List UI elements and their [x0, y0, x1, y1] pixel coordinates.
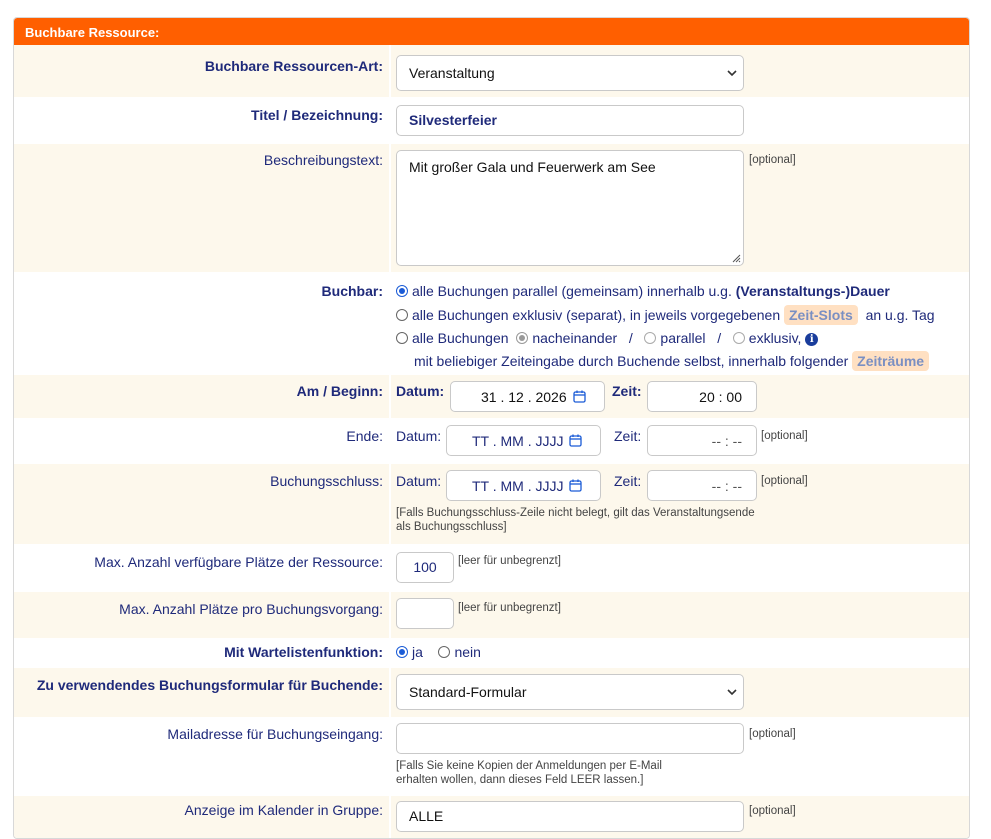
opt1-text: alle Buchungen parallel (gemeinsam) innerhalb u.g.	[412, 283, 732, 299]
title-input[interactable]: Silvesterfeier	[396, 105, 744, 136]
deadline-note-line2: als Buchungsschluss]	[396, 521, 507, 533]
mail-input[interactable]	[396, 723, 744, 754]
end-date-label: Datum:	[396, 428, 442, 444]
info-icon[interactable]: i	[805, 333, 818, 346]
end-date-value: TT . MM . JJJJ	[472, 433, 564, 449]
calendar-group-optional: [optional]	[749, 805, 796, 817]
row-max-places	[14, 544, 969, 592]
radio-exclusive[interactable]	[396, 309, 408, 321]
radio-sub-exclusive[interactable]	[733, 332, 745, 344]
max-places-input[interactable]: 100	[396, 552, 454, 583]
row-bookable	[14, 272, 969, 375]
deadline-optional: [optional]	[761, 475, 808, 487]
end-optional: [optional]	[761, 430, 808, 442]
row-start	[14, 375, 969, 418]
separator: /	[628, 330, 633, 346]
resource-type-select[interactable]	[396, 55, 744, 91]
max-per-booking-hint: [leer für unbegrenzt]	[458, 602, 561, 614]
row-calendar-group	[14, 796, 969, 839]
title-label: Titel / Bezeichnung:	[251, 107, 383, 123]
bookable-option-exclusive[interactable]	[396, 305, 935, 325]
column-divider	[389, 375, 391, 418]
calendar-group-label: Anzeige im Kalender in Gruppe:	[184, 802, 383, 818]
radio-parallel[interactable]	[396, 285, 408, 297]
waitlist-label: Mit Wartelistenfunktion:	[224, 644, 383, 660]
description-optional: [optional]	[749, 154, 796, 166]
end-time-value: -- : --	[711, 433, 742, 449]
form-label: Zu verwendendes Buchungsformular für Buchende:	[36, 677, 383, 693]
resource-type-label: Buchbare Ressourcen-Art:	[204, 58, 383, 74]
opt3-text: alle Buchungen	[412, 330, 509, 346]
waitlist-yes-label: ja	[412, 644, 423, 660]
start-time-label: Zeit:	[612, 383, 642, 399]
end-label: Ende:	[346, 428, 383, 444]
column-divider	[389, 464, 391, 544]
opt3-line2: mit beliebiger Zeiteingabe durch Buchende selbst, innerhalb folgender	[414, 353, 849, 369]
calendar-icon[interactable]	[569, 434, 582, 447]
start-time-input[interactable]	[647, 381, 757, 412]
opt2-text: alle Buchungen exklusiv (separat), in jeweils vorgegebenen	[412, 307, 781, 323]
bookable-option-free-line2	[414, 351, 929, 371]
panel-header: Buchbare Ressource:	[14, 18, 969, 45]
start-date-input[interactable]	[450, 381, 605, 412]
row-max-per-booking	[14, 592, 969, 638]
separator: /	[717, 330, 722, 346]
max-per-booking-input[interactable]	[396, 598, 454, 629]
start-date-label: Datum:	[396, 383, 445, 399]
start-label: Am / Beginn:	[296, 383, 383, 399]
resize-grip-icon[interactable]	[731, 253, 741, 263]
deadline-note-line1: [Falls Buchungsschluss-Zeile nicht belegt, gilt das Veranstaltungsende	[396, 507, 755, 519]
zeit-slots-pill[interactable]: Zeit-Slots	[784, 305, 858, 325]
deadline-time-label: Zeit:	[614, 473, 642, 489]
row-title	[14, 97, 969, 144]
radio-free[interactable]	[396, 332, 408, 344]
row-end	[14, 418, 969, 464]
row-waitlist	[14, 638, 969, 668]
deadline-date-label: Datum:	[396, 473, 442, 489]
description-value: Mit großer Gala und Feuerwerk am See	[409, 159, 656, 175]
column-divider	[389, 796, 391, 839]
opt1-bold: (Veranstaltungs-)Dauer	[735, 283, 890, 299]
opt3-b: parallel	[660, 330, 706, 346]
start-date-value: 31 . 12 . 2026	[481, 389, 567, 405]
max-places-hint: [leer für unbegrenzt]	[458, 555, 561, 567]
column-divider	[389, 144, 391, 272]
deadline-date-input[interactable]	[446, 470, 601, 501]
column-divider	[389, 668, 391, 717]
deadline-label: Buchungsschluss:	[270, 473, 383, 489]
bookable-label: Buchbar:	[321, 283, 383, 299]
deadline-time-value: -- : --	[711, 478, 742, 494]
mail-note-line1: [Falls Sie keine Kopien der Anmeldungen per E-Mail	[396, 760, 662, 772]
calendar-icon[interactable]	[573, 390, 586, 403]
max-per-booking-label: Max. Anzahl Plätze pro Buchungsvorgang:	[119, 601, 383, 617]
bookable-option-free[interactable]	[396, 330, 818, 346]
resource-type-value: Veranstaltung	[409, 65, 495, 81]
end-time-input[interactable]	[647, 425, 757, 456]
column-divider	[389, 45, 391, 97]
radio-waitlist-yes[interactable]	[396, 646, 408, 658]
end-date-input[interactable]	[446, 425, 601, 456]
mail-label: Mailadresse für Buchungseingang:	[167, 726, 383, 742]
radio-sub-parallel[interactable]	[644, 332, 656, 344]
zeitraeume-pill[interactable]: Zeiträume	[852, 351, 929, 371]
description-label: Beschreibungstext:	[263, 152, 383, 168]
deadline-time-input[interactable]	[647, 470, 757, 501]
waitlist-options	[396, 644, 481, 660]
form-value: Standard-Formular	[409, 684, 527, 700]
end-time-label: Zeit:	[614, 428, 642, 444]
column-divider	[389, 592, 391, 638]
resource-panel	[13, 17, 970, 839]
row-deadline	[14, 464, 969, 544]
mail-optional: [optional]	[749, 728, 796, 740]
opt2-suffix: an u.g. Tag	[865, 307, 935, 323]
start-time-value: 20 : 00	[699, 389, 742, 405]
opt3-c: exklusiv,	[748, 330, 802, 346]
deadline-date-value: TT . MM . JJJJ	[472, 478, 564, 494]
mail-note-line2: erhalten wollen, dann dieses Feld LEER lassen.]	[396, 774, 644, 786]
calendar-group-input[interactable]: ALLE	[396, 801, 744, 832]
row-resource-type	[14, 45, 969, 97]
opt3-a: nacheinander	[532, 330, 618, 346]
radio-sequential[interactable]	[516, 332, 528, 344]
form-select[interactable]	[396, 674, 744, 710]
row-form	[14, 668, 969, 717]
max-places-label: Max. Anzahl verfügbare Plätze der Ressource:	[94, 554, 383, 570]
radio-waitlist-no[interactable]	[438, 646, 450, 658]
calendar-icon[interactable]	[569, 479, 582, 492]
row-mail	[14, 717, 969, 796]
waitlist-no-label: nein	[454, 644, 481, 660]
bookable-option-parallel[interactable]	[396, 283, 890, 299]
description-textarea[interactable]	[396, 150, 744, 266]
row-description	[14, 144, 969, 272]
chevron-down-icon	[727, 675, 737, 723]
